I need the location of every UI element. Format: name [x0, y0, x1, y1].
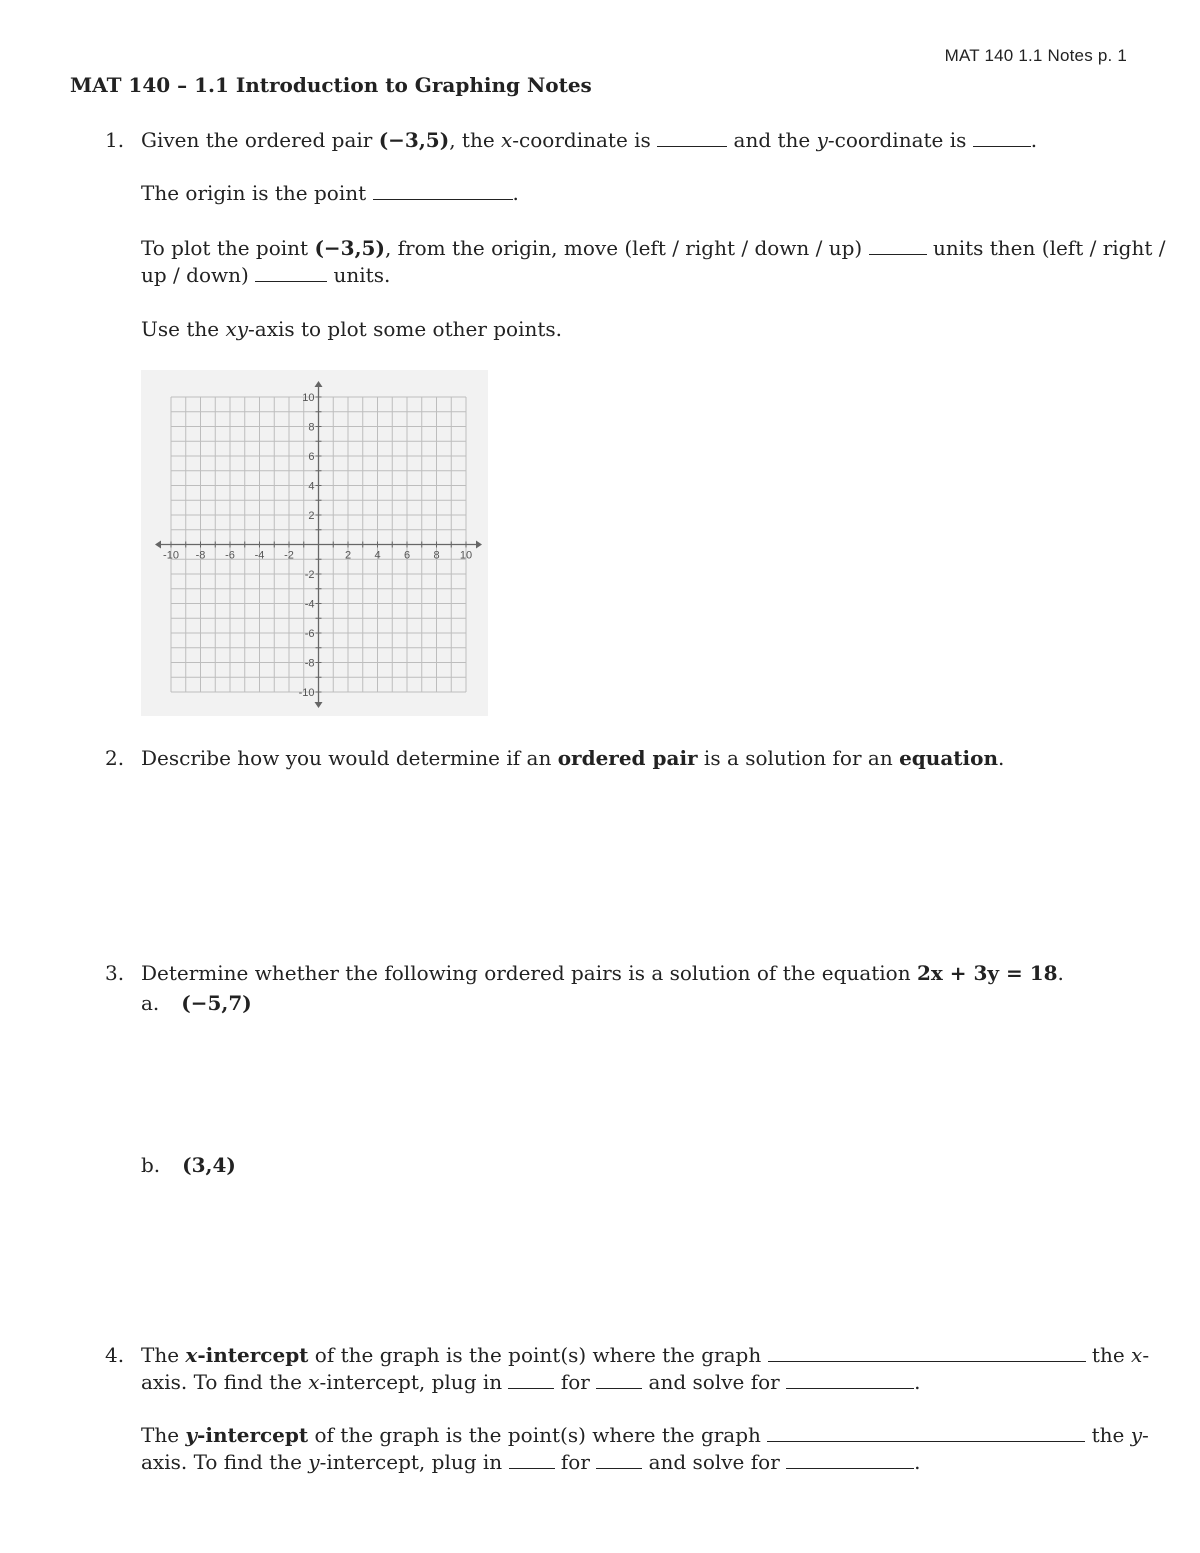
- y-axis-up-arrow: [315, 381, 323, 387]
- x-plug-blank[interactable]: [508, 1371, 554, 1389]
- x-for-blank[interactable]: [596, 1371, 642, 1389]
- y-tick-label: 8: [308, 421, 315, 434]
- y-plug-blank[interactable]: [509, 1451, 555, 1469]
- q3-part-b: b. (3,4): [141, 1153, 236, 1177]
- y-tick-label: -10: [298, 687, 315, 699]
- x-tick-label: -10: [163, 549, 179, 562]
- x-axis-left-arrow: [155, 541, 161, 549]
- q3-part-a: a. (−5,7): [141, 991, 252, 1015]
- q4-number: 4.: [105, 1343, 125, 1367]
- q1-line1: Given the ordered pair (−3,5), the x-coordinate is and the y-coordinate is .: [141, 128, 1038, 152]
- x-tick-label: 2: [344, 549, 352, 562]
- q2-text: Describe how you would determine if an ordered pair is a solution for an equation.: [141, 746, 1005, 770]
- x-tick-label: 8: [433, 549, 440, 562]
- x-tick-label: -2: [284, 549, 294, 562]
- y-solve-blank[interactable]: [786, 1451, 914, 1469]
- y-tick-label: 10: [302, 392, 315, 404]
- x-tick-label: -6: [225, 549, 235, 562]
- y-tick-label: -2: [304, 569, 315, 581]
- x-solve-blank[interactable]: [786, 1371, 914, 1389]
- q2-number: 2.: [105, 746, 125, 770]
- q4-x-line2: axis. To find the x-intercept, plug in for and solve for .: [141, 1370, 921, 1394]
- q1-plot-line2: up / down) units.: [141, 263, 391, 287]
- q1-origin-line: The origin is the point .: [141, 181, 519, 205]
- x-coordinate-blank[interactable]: [657, 129, 727, 147]
- y-tick-label: -8: [304, 657, 315, 670]
- x-tick-label: 6: [403, 549, 411, 562]
- plot-units-blank-2[interactable]: [255, 264, 327, 282]
- q4-y-line1: The y-intercept of the graph is the point(s) where the graph the y-: [141, 1423, 1149, 1447]
- y-tick-label: -4: [304, 598, 315, 611]
- y-tick-label: -6: [304, 628, 315, 640]
- y-tick-label: 6: [308, 451, 315, 463]
- y-for-blank[interactable]: [596, 1451, 642, 1469]
- page-header: MAT 140 1.1 Notes p. 1: [944, 46, 1127, 65]
- y-tick-label: 4: [308, 480, 315, 493]
- origin-blank[interactable]: [373, 182, 513, 200]
- y-coordinate-blank[interactable]: [973, 129, 1031, 147]
- plot-units-blank-1[interactable]: [869, 237, 927, 255]
- q1-plot-line1: To plot the point (−3,5), from the origin, move (left / right / down / up) units then (left / right /: [141, 236, 1166, 260]
- coordinate-grid[interactable]: [141, 370, 488, 716]
- page-title: MAT 140 – 1.1 Introduction to Graphing Notes: [70, 73, 592, 97]
- q4-x-line1: The x-intercept of the graph is the point(s) where the graph the x-: [141, 1343, 1150, 1367]
- y-intercept-blank[interactable]: [767, 1424, 1085, 1442]
- q3-text: Determine whether the following ordered pairs is a solution of the equation 2x + 3y = 18.: [141, 961, 1064, 985]
- y-tick-label: 2: [308, 510, 315, 522]
- x-tick-label: -4: [254, 549, 265, 562]
- x-tick-label: -8: [195, 549, 206, 562]
- q3-equation: 2x + 3y = 18: [916, 961, 1058, 985]
- q1-number: 1.: [105, 128, 125, 152]
- q1-use-line: Use the xy-axis to plot some other points.: [141, 317, 563, 341]
- x-tick-label: 4: [374, 549, 381, 562]
- q4-y-line2: axis. To find the y-intercept, plug in for and solve for .: [141, 1450, 921, 1474]
- x-axis-right-arrow: [476, 541, 482, 549]
- x-tick-label: 10: [459, 549, 473, 562]
- q3-number: 3.: [105, 961, 125, 985]
- x-intercept-blank[interactable]: [768, 1344, 1086, 1362]
- y-axis-down-arrow: [315, 702, 323, 708]
